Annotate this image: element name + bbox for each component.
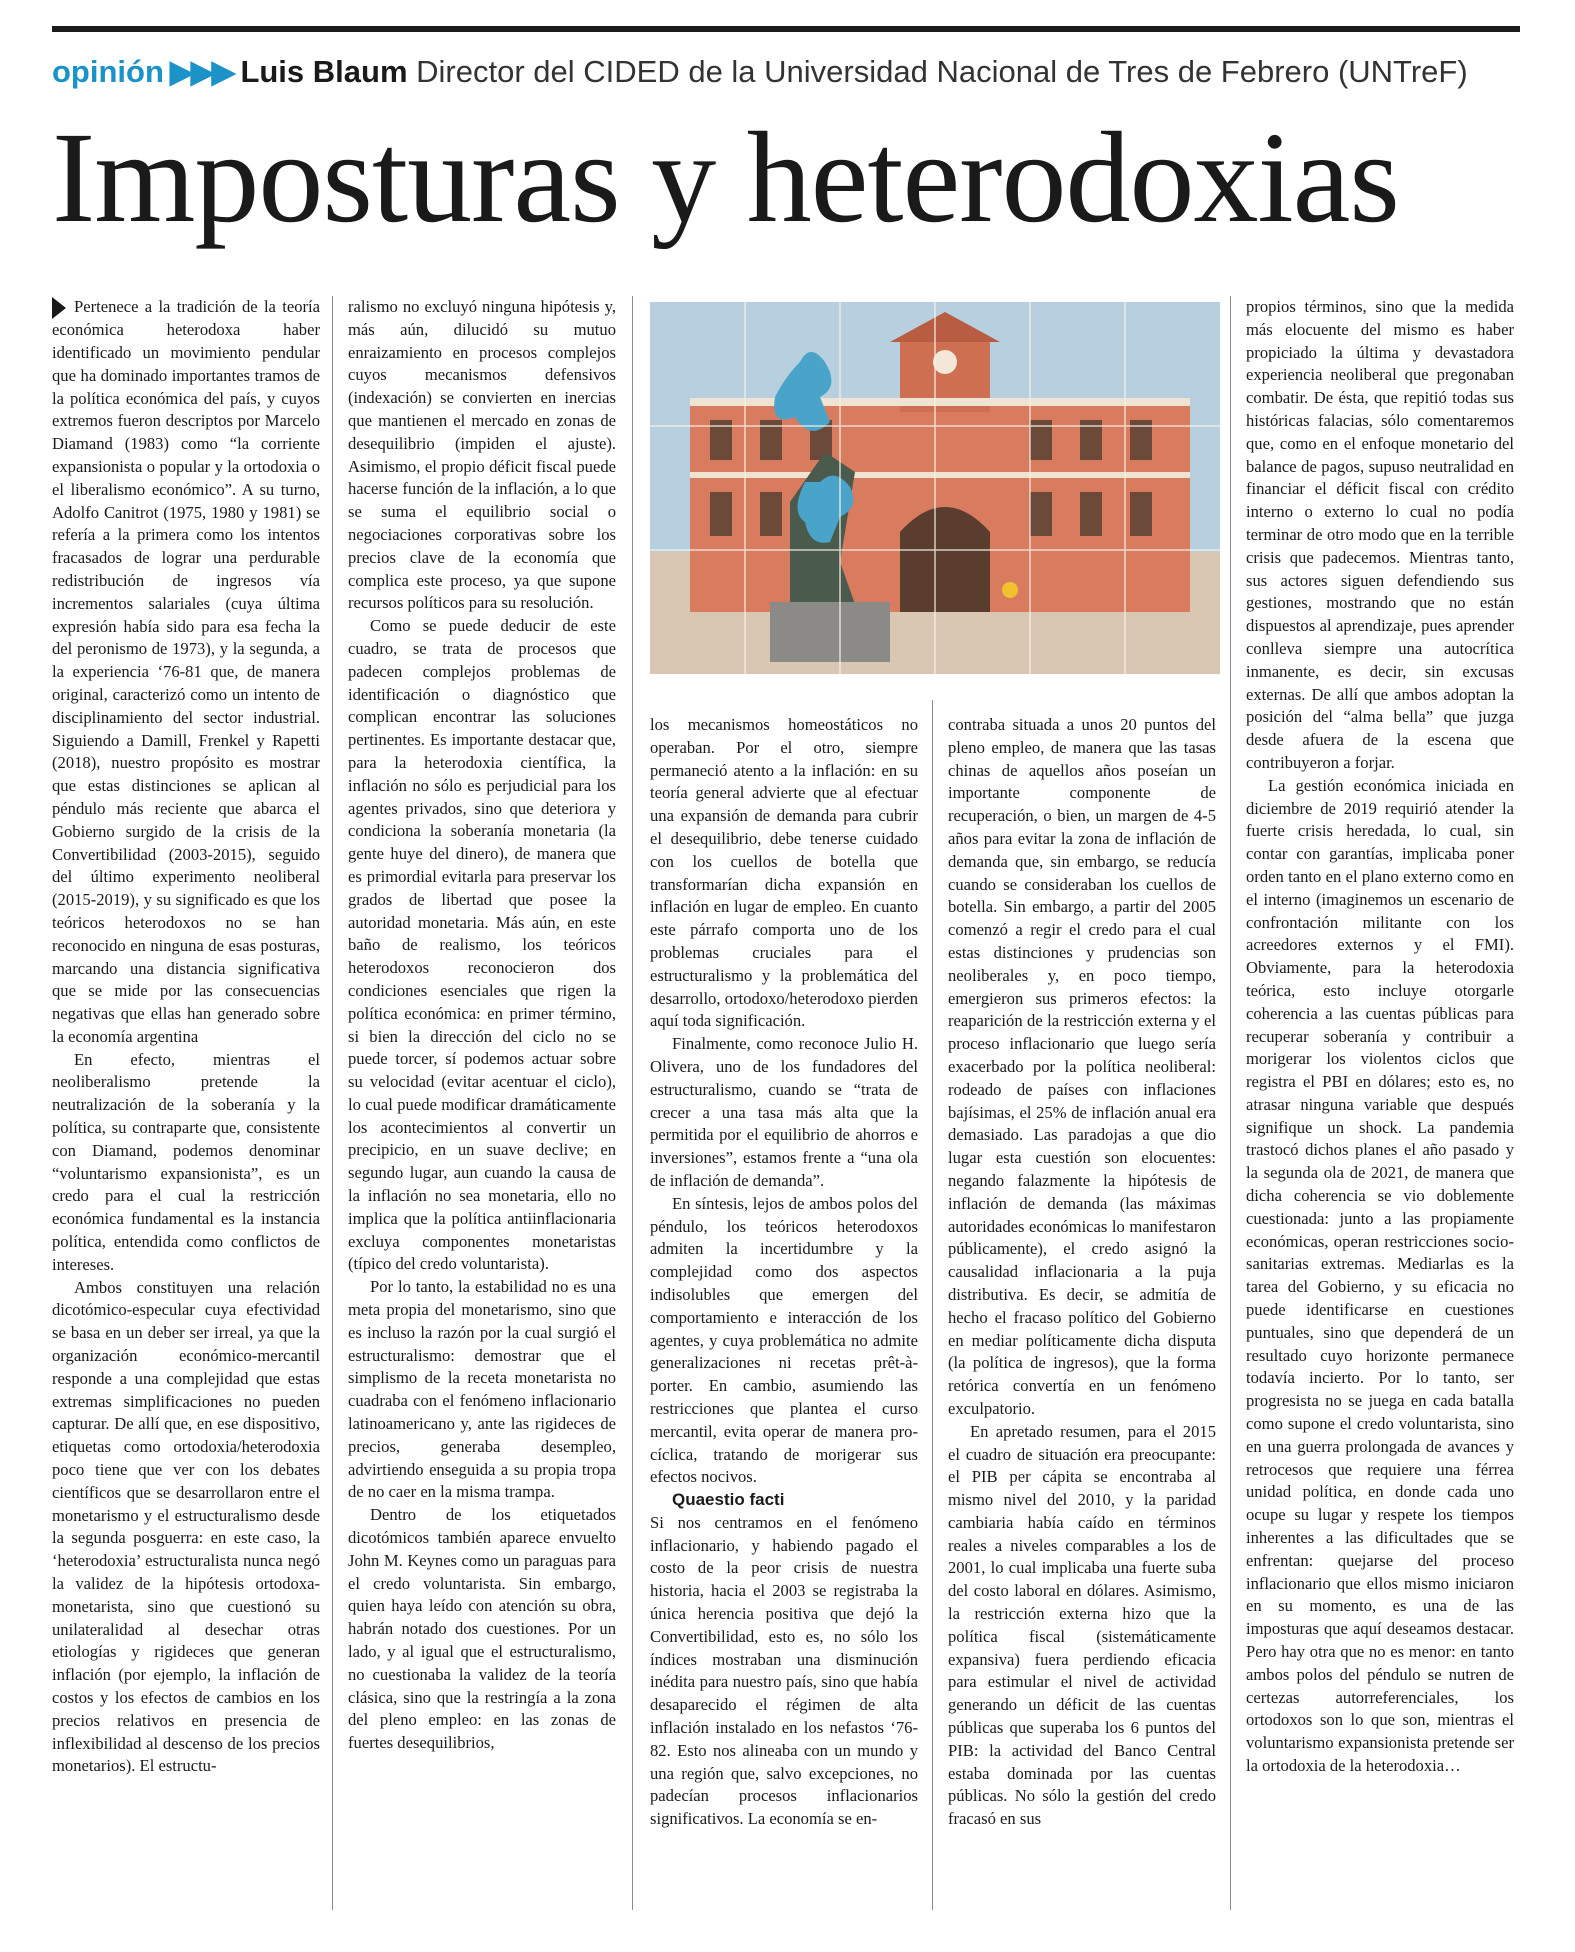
article-paragraph: ralismo no excluyó ninguna hipótesis y, más aún, dilucidó su mutuo enraizamiento en procesos complejos cuyos mecanismos defensivos (indexación) se convierten en inercias que mantienen el mercado en zonas de desequilibrio (impiden el ajuste). Asimismo, el propio déficit fiscal puede hacerse función de la inflación, a lo que se suma el equilibrio social o negociaciones corporativas sobre los precios clave de la economía que complica este proceso, ya que supone recursos políticos para su resolución. [348,297,616,613]
section-arrows-icon: ▶▶▶ [169,54,233,89]
article-column-3 [650,714,918,1831]
article-paragraph: Si nos centramos en el fenómeno inflacionario, y habiendo pagado el costo de la peor crisis de nuestra historia, hacia el 2003 se registraba la única herencia positiva que dejó la Convertibilidad, esto es, no sólo los índices mostraban una disminución inédita para nuestro país, sino que había desaparecido el régimen de alta inflación instalado en los nefastos ‘76-82. Esto nos alineaba con un mundo y una región que, salvo excepciones, no padecían procesos inflacionarios significativos. La economía se en- [650,1512,918,1829]
article-paragraph: En síntesis, lejos de ambos polos del péndulo, los teóricos heterodoxos admiten la incertidumbre y la complejidad como dos aspectos indisolubles que emergen del comportamiento e interacción de los agentes, y cuya problemática no admite generalizaciones ni recetas prêt-à-porter. En cambio, asumiendo las restricciones que plantea el curso mercantil, evita operar de manera pro-cíclica, tratando de morigerar sus efectos nocivos. [650,1193,918,1487]
column-divider [1230,296,1231,1910]
article-paragraph: Pertenece a la tradición de la teoría económica heterodoxa haber identificado un movimiento pendular que ha dominado importantes tramos de la política económica del país, y cuyos extremos fueron descriptos por Marcelo Diamand (1983) como “la corriente expansionista o popular y la ortodoxia o el liberalismo económico”. A su turno, Adolfo Canitrot (1975, 1980 y 1981) se refería a la primera como los intentos fracasados de lograr una perdurable redistribución de ingresos vía incrementos salariales (cuya última expresión había sido para esa fecha la del peronismo de 1973), y la segunda, a la experiencia ‘76-81 que, de manera original, caracterizó como un intento de disciplinamiento del sector industrial. Siguiendo a Damill, Frenkel y Rapetti (2018), nuestro propósito es mostrar que estas distinciones se aplican al péndulo más reciente que abarca el Gobierno surgido de la crisis de la Convertibilidad (2003-2015), seguido del último experimento neoliberal (2015-2019), y su significado es que los teóricos heterodoxos no se han reconocido en ninguna de esas posturas, marcando una distancia significativa que se mide por las consecuencias negativas que ellas han generado sobre la economía argentina [52,297,320,1046]
column-divider [332,296,333,1910]
author-role: Director del CIDED de la Universidad Nacional de Tres de Febrero (UNTreF) [416,54,1468,89]
article-column-5 [1246,296,1514,1778]
building-illustration [650,302,1220,674]
section-label: opinión [52,54,164,89]
article-paragraph: contraba situada a unos 20 puntos del pleno empleo, de manera que las tasas chinas de aquellos años poseían un importante componente de recuperación, o bien, un margen de 4-5 años para evitar la zona de inflación de demanda que, sin embargo, se reducía cuando se consideraban los cuellos de botella. Sin embargo, a partir del 2005 comenzó a regir el credo para el cual estas distinciones y prudencias son neoliberales y, en poco tiempo, emergieron sus primeros efectos: la reaparición de la restricción externa y el proceso inflacionario que luego sería exacerbado por la política neoliberal: rodeado de países con inflaciones bajísimas, el 25% de inflación anual era demasiado. Las paradojas a que dio lugar esta cuestión son elocuentes: negando falazmente la hipótesis de inflación de demanda (las máximas autoridades económicas lo manifestaron públicamente), el credo asignó la causalidad inflacionaria a la puja distributiva. Es decir, se admitía de hecho el fracaso político del Gobierno en mediar políticamente dicha disputa (la política de ingresos), que la forma retórica convertía en un fenómeno exculpatorio. [948,715,1216,1418]
article-column-4 [948,714,1216,1831]
paragraph-marker-icon [52,297,66,319]
top-rule [52,26,1520,32]
article-paragraph: Ambos constituyen una relación dicotómico-especular cuya efectividad se basa en un deber ser irreal, ya que la organización económico-mercantil responde a una complejidad que estas extremas simplificaciones no pueden capturar. De allí que, en ese dispositivo, etiquetas como ortodoxia/heterodoxia poco tiene que ver con los debates científicos que se desarrollaron entre el monetarismo y el estructuralismo desde la segunda posguerra: en este caso, la ‘heterodoxia’ estructuralista nunca negó la validez de la hipótesis ortodoxa-monetarista, sino que cuestionó su unilateralidad al desechar otras etiologías y rigideces que generan inflación (por ejemplo, la inflación de costos y los efectos de cambios en los precios relativos en presencia de inflexibilidad al descenso de los precios monetarios). El estructu- [52,1277,320,1776]
article-paragraph: La gestión económica iniciada en diciembre de 2019 requirió atender la fuerte crisis heredada, lo cual, sin contar con garantías, implicaba poner orden tanto en el plano externo como en el interno (imaginemos un escenario de confrontación militante con los acreedores externos y el FMI). Obviamente, para la heterodoxia teórica, esto incluye otorgarle coherencia a las cuentas públicas para recuperar soberanía y contribuir a morigerar los violentos ciclos que registra el PBI en dólares; esto es, no atrasar ninguna variable que después signifique un shock. La pandemia trastocó dichos planes el año pasado y la segunda ola de 2021, de manera que dicha coherencia se vio doblemente cuestionada: junto a las propiamente económicas, operan restricciones socio-sanitarias extremas. Mediarlas es la tarea del Gobierno, y su eficacia no puede identificarse en cuestiones puntuales, sino que dependerá de un resultado cuyo horizonte permanece todavía incierto. Por lo tanto, ser progresista no se juega en cada batalla como supone el credo voluntarista, sino en una guerra prolongada de avances y retrocesos que requiere una férrea unidad política, en donde cada uno ocupe su lugar y respete los tiempos inherentes a las dificultades que se enfrentan: quejarse del proceso inflacionario que ellos mismo iniciaron en su momento, es una de las imposturas que aquí deseamos destacar. Pero hay otra que no es menor: en tanto ambos polos del péndulo se nutren de certezas autorreferenciales, los ortodoxos son lo que son, mientras el voluntarismo expansionista pretende ser la ortodoxia de la heterodoxia… [1246,775,1514,1775]
article-paragraph: Dentro de los etiquetados dicotómicos también aparece envuelto John M. Keynes como un paraguas para el credo voluntarista. Sin embargo, quien haya leído con atención su obra, habrán notado dos cuestiones. Por un lado, y al igual que el estructuralismo, no cuestionaba la validez de la teoría clásica, sino que la restringía a la zona del pleno empleo: en las zonas de fuertes desequilibrios, [348,1505,616,1753]
column-divider [632,296,633,1910]
headline: Imposturas y heterodoxias [52,106,1399,250]
article-paragraph: Como se puede deducir de este cuadro, se trata de procesos que padecen complejos problemas de identificación o diagnóstico que complican encontrar las soluciones pertinentes. Es importante destacar que, para la heterodoxia científica, la inflación no sólo es perjudicial para los agentes privados, sino que deteriora y condiciona la soberanía monetaria (la gente huye del dinero), de manera que es primordial evitarla para preservar los grados de libertad que posee la autoridad monetaria. Más aún, en este baño de realismo, los teóricos heterodoxos reconocieron dos condiciones esenciales que rigen la política económica: en primer término, si bien la dirección del ciclo no se puede torcer, sí podemos actuar sobre su velocidad (evitar acentuar el ciclo), lo cual puede modificar dramáticamente los acontecimientos al convertir un precipicio, en un suave declive; en segundo lugar, aun cuando la causa de la inflación no sea monetaria, ello no implica que la política antiinflacionaria excluya componentes monetaristas (típico del credo voluntarista). [348,616,616,1274]
article-column-2 [348,296,616,1755]
article-paragraph: Por lo tanto, la estabilidad no es una meta propia del monetarismo, sino que es incluso la razón por la cual surgió el estructuralismo: demostrar que el simplismo de la receta monetarista no cuadraba con el fenómeno inflacionario latinoamericano y, ante las rigideces de precios, generaba desempleo, advirtiendo enseguida a su propia tropa de no caer en la misma trampa. [348,1277,616,1502]
article-column-1 [52,296,320,1778]
article-paragraph: En efecto, mientras el neoliberalismo pretende la neutralización de la soberanía y la política, su contraparte que, consistente con Diamand, podemos denominar “voluntarismo expansionista”, es un credo para el cual la restricción económica fundamental es la instancia política, entendida como conflictos de intereses. [52,1049,320,1274]
article-paragraph: En apretado resumen, para el 2015 el cuadro de situación era preocupante: el PIB per cápita se encontraba al mismo nivel del 2010, y la paridad cambiaria había caído en términos reales a niveles comparables a los de 2001, lo cual implicaba una fuerte suba del costo laboral en dólares. Asimismo, la restricción externa hizo que la política fiscal (sistemáticamente expansiva) fuera perdiendo eficacia para estimular el nivel de actividad generando un déficit de las cuentas públicas que superaba los 6 puntos del PIB: la actividad del Banco Central estaba dominada por las cuentas públicas. No sólo la gestión del credo fracasó en sus [948,1421,1216,1829]
author-name: Luis Blaum [240,54,408,89]
article-paragraph: los mecanismos homeostáticos no operaban. Por el otro, siempre permaneció atento a la inflación: en su teoría general advierte que al efectuar una expansión de demanda para cubrir el desequilibrio, debe tenerse cuidado con los cuellos de botella que transformarían dicha expansión en inflación en lugar de empleo. En cuanto este párrafo comporta uno de los problemas cruciales para el estructuralismo y la problemática del desarrollo, ortodoxo/heterodoxo pierden aquí toda significación. [650,715,918,1031]
article-paragraph: Finalmente, como reconoce Julio H. Olivera, uno de los fundadores del estructuralismo, cuando se “trata de crecer a una tasa más alta que la permitida por el equilibrio de ahorros e inversiones”, estamos frente a “una ola de inflación de demanda”. [650,1034,918,1190]
kicker-line [52,52,1522,92]
column-divider [932,700,933,1910]
puzzle-photo-casa-rosada [650,302,1220,674]
article-paragraph: propios términos, sino que la medida más elocuente del mismo es haber propiciado la última y devastadora experiencia neoliberal que pregonaban combatir. De ésta, que repitió todas sus históricas falacias, sólo comentaremos que, como en el enfoque monetario del balance de pagos, supuso neutralidad en financiar el déficit fiscal con crédito interno o externo lo cual no podía terminar de otro modo que en la terrible crisis que padecemos. Mientras tanto, sus actores siguen defendiendo sus gestiones, mostrando que no están dispuestos al aprendizaje, pues aprender conlleva siempre una autocrítica inmanente, es decir, sin excusas externas. De allí que ambos adoptan la posición del “alma bella” que juzga desde afuera de la escena que contribuyeron a forjar. [1246,297,1514,772]
section-subhead: Quaestio facti [672,1490,785,1510]
